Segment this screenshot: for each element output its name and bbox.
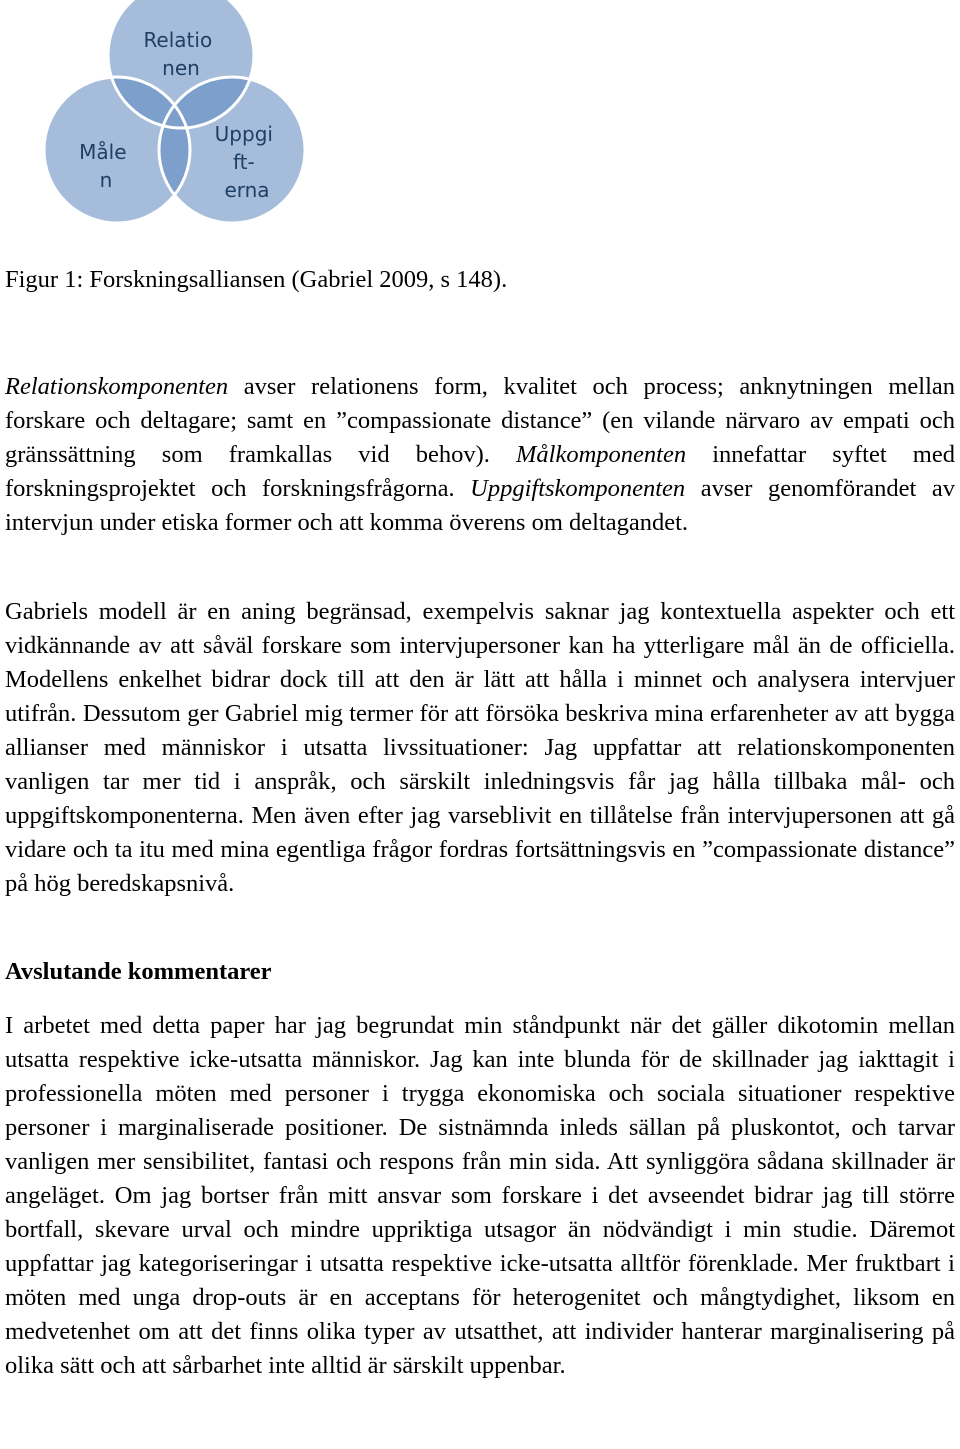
section-heading: Avslutande kommentarer xyxy=(5,958,272,985)
paragraph-gabriels-modell xyxy=(5,595,955,901)
label-uppgifterna-line2: ft- xyxy=(232,150,255,174)
figure-caption: Figur 1: Forskningsalliansen (Gabriel 2009, s 148). xyxy=(5,266,508,293)
text-relation: avser relationens form, kvalitet och process; anknytningen mellan forskare och deltagare; samt en ”compassionate distance” (en vilande närvaro av empati och gränssättning som framkallas vid behov). xyxy=(5,373,955,468)
venn-svg xyxy=(44,0,324,232)
label-relationen-line1: Relatio xyxy=(143,28,213,52)
paragraph-gabriels-modell-text: Gabriels modell är en aning begränsad, exempelvis saknar jag kontextuella aspekter och ett vidkännande av att såväl forskare som intervjupersoner kan ha ytterligare mål än de officiella. Modellens enkelhet bidrar dock till att den är lätt att hålla i minnet och analysera intervjuer utifrån. Dessutom ger Gabriel mig termer för att försöka beskriva mina erfarenheter av att bygga allianser med människor i utsatta livssituationer: Jag uppfattar att relationskomponenten vanligen tar mer tid i anspråk, och särskilt inledningsvis får jag hålla tillbaka mål- och uppgiftskomponenterna. Men även efter jag varseblivit en tillåtelse från intervjupersonen att gå vidare och ta itu med mina egentliga frågor fordras fortsättningsvis en ”compassionate distance” på hög beredskapsnivå. xyxy=(5,598,955,897)
text-uppgift: avser genomförandet av intervjun under etiska former och att komma överens om deltagandet. xyxy=(5,475,955,536)
text-mal: innefattar syftet med forskningsprojektet och forskningsfrågorna. xyxy=(5,441,955,502)
label-malen-line1: Måle xyxy=(79,140,127,164)
term-relationskomponenten: Relationskomponenten xyxy=(5,373,229,400)
term-uppgiftskomponenten: Uppgiftskomponenten xyxy=(470,475,686,502)
label-relationen-line2: nen xyxy=(162,56,200,80)
paragraph-components-text xyxy=(5,370,955,540)
label-malen-line2: n xyxy=(99,168,113,192)
label-uppgifterna-line1: Uppgi xyxy=(214,122,273,146)
paragraph-avslutande-text: I arbetet med detta paper har jag begrundat min ståndpunkt när det gäller dikotomin mellan utsatta respektive icke-utsatta människor. Jag kan inte blunda för de skillnader jag iakttagit i professionella möten med personer i trygga ekonomiska och sociala situationer respektive personer i marginaliserade positioner. De sistnämnda inleds sällan på pluskontot, och tarvar vanligen mer sensibilitet, fantasi och respons från min sida. Att synliggöra sådana skillnader är angeläget. Om jag bortser från mitt ansvar som forskare i det avseendet bidrar jag till större bortfall, skevare urval och mindre uppriktiga utsagor än nödvändigt i min studie. Däremot uppfattar jag kategoriseringar i utsatta respektive icke-utsatta alltför förenklade. Mer fruktbart i möten med unga drop-outs är en acceptans för heterogenitet och mångtydighet, liksom en medvetenhet om att det finns olika typer av utsatthet, att individer hanterar marginalisering på olika sätt och att sårbarhet inte alltid är särskilt uppenbar. xyxy=(5,1012,955,1379)
paragraph-components xyxy=(5,370,955,540)
research-alliance-venn-diagram xyxy=(44,0,324,232)
label-uppgifterna-line3: erna xyxy=(224,178,270,202)
paragraph-avslutande xyxy=(5,1009,955,1383)
term-malkomponenten: Målkomponenten xyxy=(516,441,687,468)
